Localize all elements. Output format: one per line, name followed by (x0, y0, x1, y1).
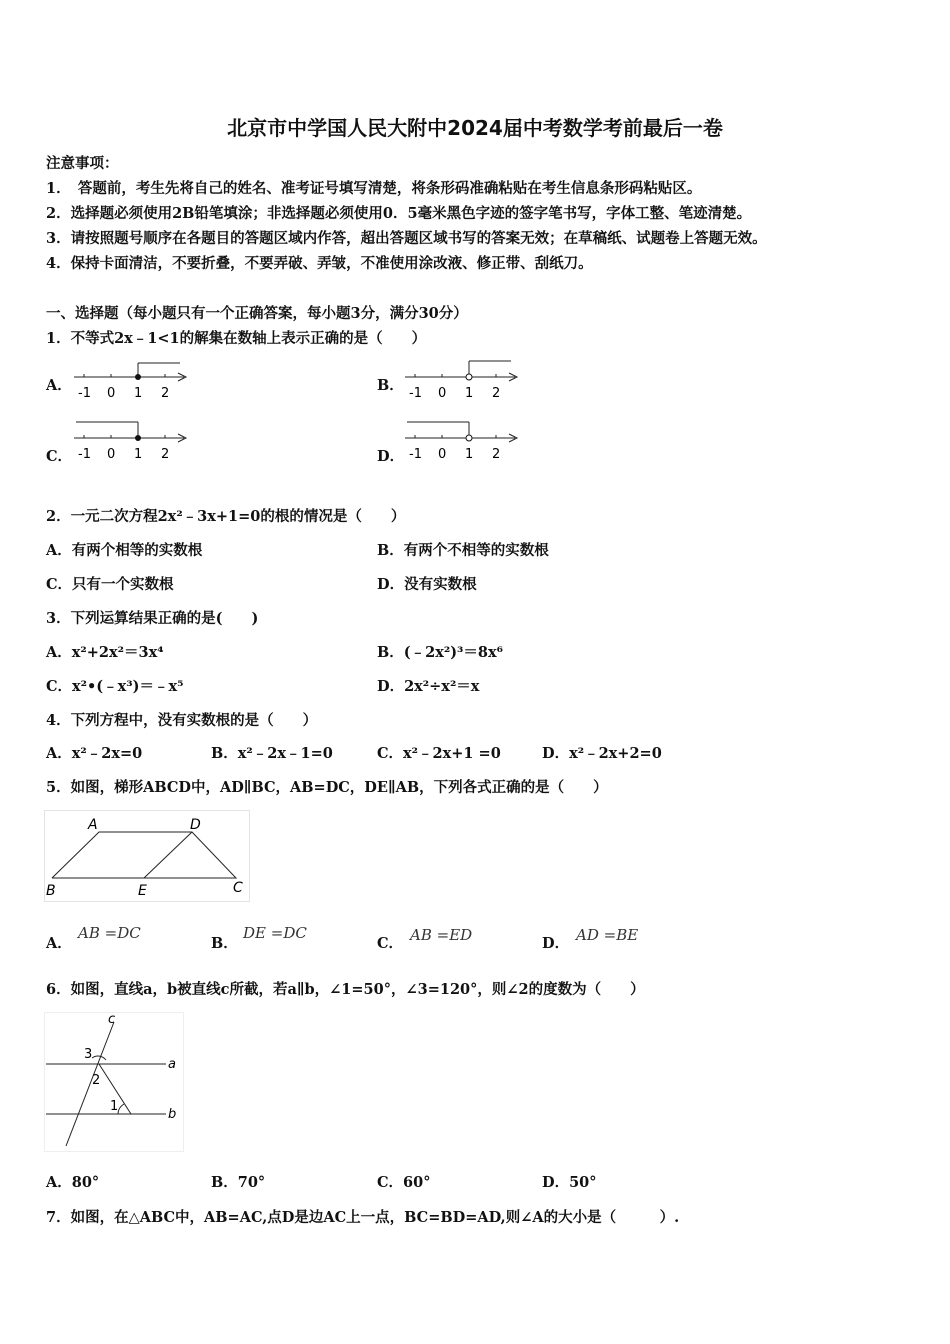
tick-label: -1 (409, 386, 422, 401)
q5-option-b-label: B． (211, 935, 238, 952)
vertex-label: B (46, 883, 56, 899)
vertex-label: A (88, 817, 98, 833)
vertex-label: E (138, 883, 147, 899)
question-2-stem: 2．一元二次方程2x²﹣3x+1=0的根的情况是（ ） (46, 508, 406, 525)
angle-label: 1 (110, 1099, 119, 1114)
tick-label: 2 (492, 447, 501, 462)
q4-option-b: B．x²﹣2x﹣1=0 (211, 745, 333, 762)
tick-label: 0 (438, 447, 447, 462)
q6-option-d: D．50° (542, 1174, 597, 1191)
question-3-stem: 3．下列运算结果正确的是( ) (46, 610, 259, 627)
q1-number-line-d (401, 418, 525, 464)
q6-option-a: A．80° (46, 1174, 100, 1191)
question-7-stem: 7．如图，在△ABC中，AB=AC,点D是边AC上一点，BC=BD=AD,则∠A的大小是（ ）. (46, 1209, 680, 1226)
exam-title: 北京市中学国人民大附中2024届中考数学考前最后一卷 (227, 116, 723, 140)
q4-option-c: C．x²﹣2x+1 =0 (377, 745, 501, 762)
tick-label: 0 (107, 386, 116, 401)
q1-option-c-label: C． (46, 448, 73, 465)
vertex-label: D (190, 817, 201, 833)
q1-option-b-label: B． (377, 377, 404, 394)
q6-parallel-lines-figure (44, 1012, 184, 1152)
q2-option-d: D．没有实数根 (377, 576, 477, 593)
q5-option-c-label: C． (377, 935, 404, 952)
tick-label: 1 (465, 447, 474, 462)
notice-item: 1． 答题前，考生先将自己的姓名、准考证号填写清楚，将条形码准确粘贴在考生信息条形码粘贴区。 (46, 180, 702, 197)
tick-label: -1 (409, 447, 422, 462)
tick-label: 1 (465, 386, 474, 401)
notice-item: 3．请按照题号顺序在各题目的答题区域内作答，超出答题区域书写的答案无效；在草稿纸、试题卷上答题无效。 (46, 230, 767, 247)
q5-option-c-math: AB =ED (410, 926, 473, 944)
q5-trapezoid-figure (44, 810, 250, 902)
tick-label: 1 (134, 386, 143, 401)
tick-label: 2 (161, 447, 170, 462)
q1-number-line-c (70, 418, 194, 464)
q2-option-c: C．只有一个实数根 (46, 576, 174, 593)
q6-option-b: B．70° (211, 1174, 266, 1191)
question-1-stem: 1．不等式2x﹣1<1的解集在数轴上表示正确的是（ ） (46, 330, 427, 347)
q1-option-a-label: A． (46, 377, 72, 394)
q5-option-b-math: DE =DC (243, 924, 307, 942)
tick-label: 2 (161, 386, 170, 401)
angle-label: 2 (92, 1073, 101, 1088)
q5-option-d-label: D． (542, 935, 570, 952)
angle-label: 3 (84, 1047, 93, 1062)
q1-number-line-b (401, 357, 525, 403)
question-5-stem: 5．如图，梯形ABCD中，AD∥BC，AB=DC，DE∥AB，下列各式正确的是（ ） (46, 779, 608, 796)
line-label: b (168, 1107, 177, 1122)
q1-number-line-a (70, 357, 194, 403)
q3-option-b: B．(﹣2x²)³＝8x⁶ (377, 644, 503, 661)
q6-option-c: C．60° (377, 1174, 431, 1191)
q1-option-d-label: D． (377, 448, 405, 465)
q5-option-d-math: AD =BE (576, 926, 639, 944)
q2-option-a: A．有两个相等的实数根 (46, 542, 203, 559)
notice-heading: 注意事项： (46, 155, 119, 172)
q2-option-b: B．有两个不相等的实数根 (377, 542, 549, 559)
q5-option-a-label: A． (46, 935, 72, 952)
question-6-stem: 6．如图，直线a，b被直线c所截，若a∥b，∠1=50°，∠3=120°，则∠2的度数为（ ） (46, 981, 645, 998)
q3-option-a: A．x²+2x²＝3x⁴ (46, 644, 164, 661)
q3-option-d: D．2x²÷x²＝x (377, 678, 480, 695)
line-label: a (168, 1057, 176, 1072)
q4-option-d: D．x²﹣2x+2=0 (542, 745, 662, 762)
tick-label: 2 (492, 386, 501, 401)
q4-option-a: A．x²﹣2x=0 (46, 745, 143, 762)
vertex-label: C (233, 880, 243, 896)
q5-option-a-math: AB =DC (78, 924, 141, 942)
tick-label: -1 (78, 386, 91, 401)
tick-label: -1 (78, 447, 91, 462)
tick-label: 1 (134, 447, 143, 462)
notice-item: 4．保持卡面清洁，不要折叠，不要弄破、弄皱，不准使用涂改液、修正带、刮纸刀。 (46, 255, 593, 272)
notice-item: 2．选择题必须使用2B铅笔填涂；非选择题必须使用0．5毫米黑色字迹的签字笔书写，字体工整、笔迹清楚。 (46, 205, 752, 222)
tick-label: 0 (107, 447, 116, 462)
tick-label: 0 (438, 386, 447, 401)
section-heading: 一、选择题（每小题只有一个正确答案，每小题3分，满分30分） (46, 305, 468, 322)
q3-option-c: C．x²•(﹣x³)＝﹣x⁵ (46, 678, 184, 695)
question-4-stem: 4．下列方程中，没有实数根的是（ ） (46, 712, 318, 729)
line-label: c (108, 1012, 116, 1027)
